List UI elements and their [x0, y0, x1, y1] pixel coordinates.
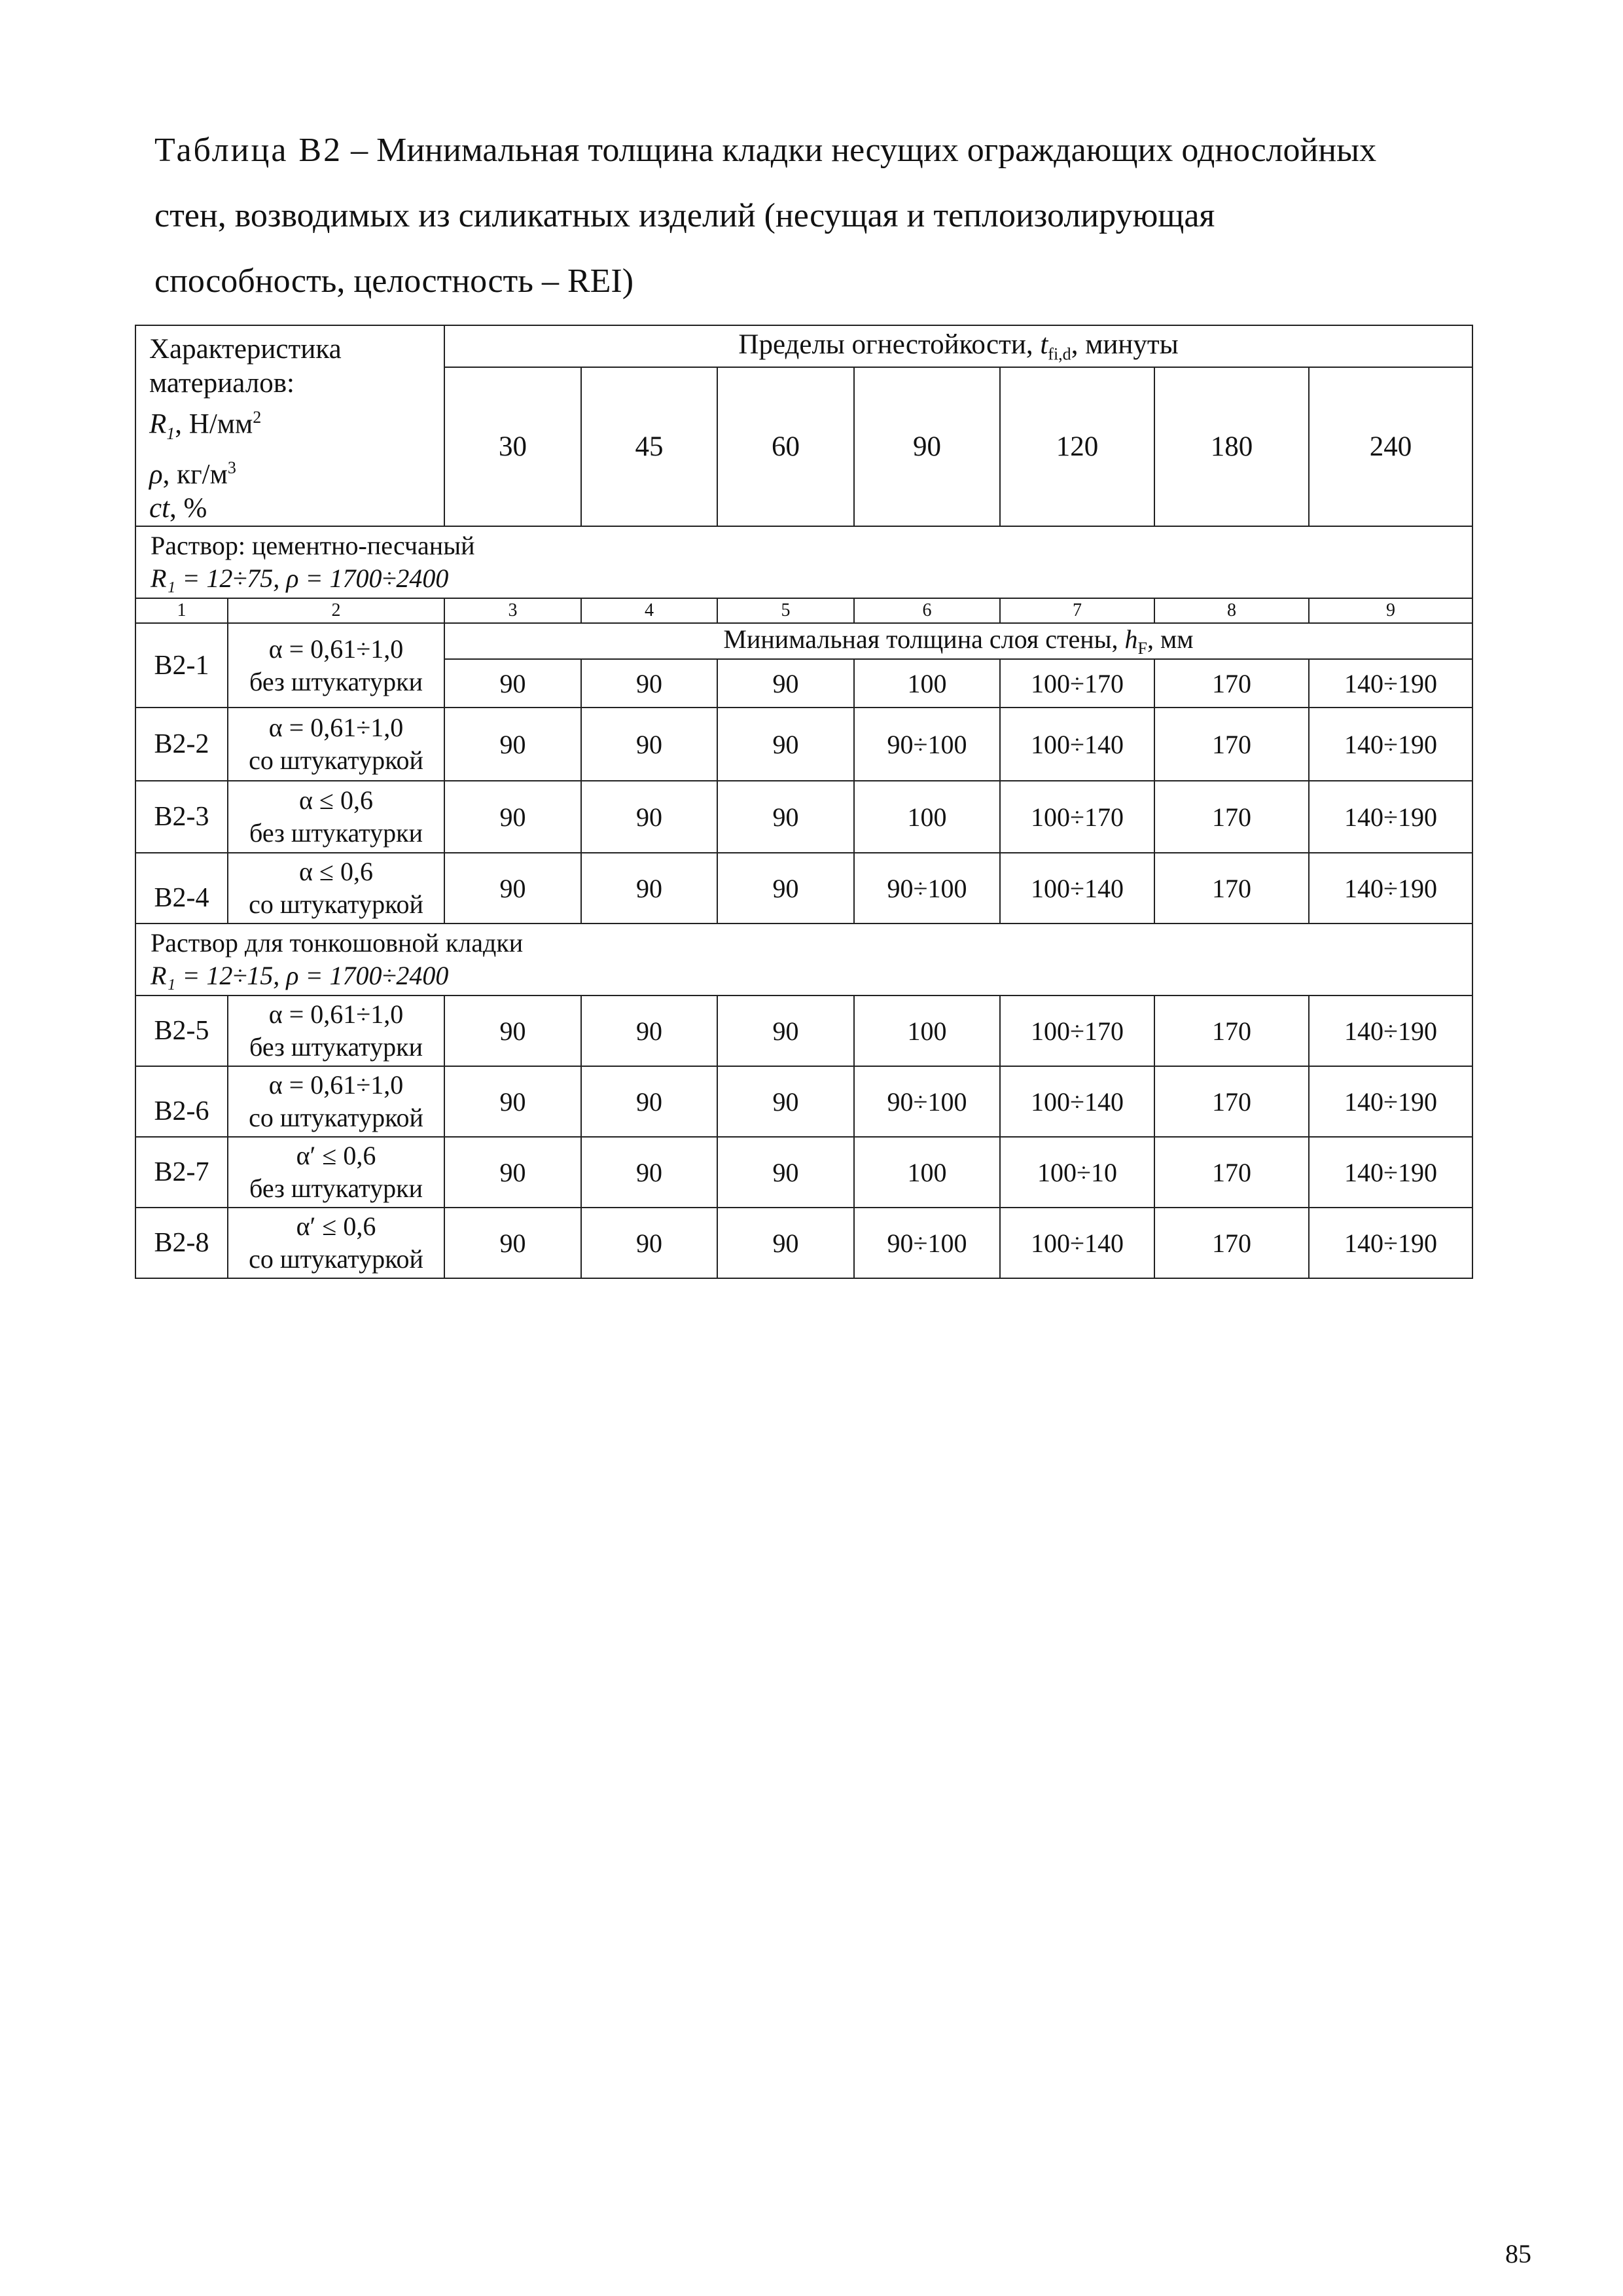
- column-number: 9: [1309, 598, 1472, 623]
- value-cell: 90: [717, 781, 854, 853]
- value-cell: 100: [854, 659, 1000, 708]
- row-alpha: α = 0,61÷1,0: [268, 1070, 404, 1100]
- caption-line-1: [154, 118, 1542, 183]
- minutes-cell: 45: [581, 367, 717, 526]
- value-cell: 170: [1154, 1066, 1309, 1137]
- section-title: Раствор: цементно-песчаный: [151, 531, 475, 561]
- caption-line-2: стен, возводимых из силикатных изделий (несущая и теплоизолирующая: [154, 197, 1215, 234]
- rho-symbol: ρ: [149, 459, 163, 490]
- row-alpha: α = 0,61÷1,0: [268, 634, 404, 664]
- value-cell: 90: [581, 996, 717, 1066]
- row-alpha: α = 0,61÷1,0: [268, 713, 404, 743]
- subheader-min-thickness: [444, 623, 1472, 659]
- value-cell: 90: [581, 1066, 717, 1137]
- subheader-subscript: F: [1137, 639, 1147, 658]
- minutes-cell: 60: [717, 367, 854, 526]
- row-plaster: со штукатуркой: [249, 1103, 423, 1133]
- row-plaster: со штукатуркой: [249, 1244, 423, 1274]
- row-plaster: без штукатурки: [249, 818, 423, 848]
- limits-subscript: fi,d: [1048, 344, 1071, 364]
- value-cell: 90: [717, 708, 854, 781]
- section-title: Раствор для тонкошовной кладки: [151, 928, 524, 958]
- row-alpha: α ≤ 0,6: [299, 857, 373, 887]
- subheader-prefix: Минимальная толщина слоя стены,: [723, 624, 1125, 655]
- char-strength: [149, 401, 444, 451]
- value-cell: 90: [717, 1208, 854, 1278]
- column-number: 1: [135, 598, 228, 623]
- row-id: В2-7: [135, 1137, 228, 1208]
- column-number: 5: [717, 598, 854, 623]
- value-cell: 170: [1154, 996, 1309, 1066]
- ct-symbol: ct: [149, 493, 170, 524]
- value-cell: 90: [581, 853, 717, 924]
- r-superscript: 2: [253, 408, 262, 427]
- value-cell: 170: [1154, 708, 1309, 781]
- limits-prefix: Пределы огнестойкости,: [738, 329, 1041, 360]
- column-number: 7: [1000, 598, 1154, 623]
- row-plaster: без штукатурки: [249, 666, 423, 696]
- row-condition: [228, 1137, 444, 1208]
- row-alpha: α′ ≤ 0,6: [296, 1211, 376, 1242]
- value-cell: 90: [444, 708, 581, 781]
- row-condition: [228, 1066, 444, 1137]
- value-cell: 100÷140: [1000, 1066, 1154, 1137]
- row-plaster: без штукатурки: [249, 1032, 423, 1062]
- row-condition: [228, 996, 444, 1066]
- value-cell: 140÷190: [1309, 996, 1472, 1066]
- table-caption: [154, 118, 1542, 314]
- caption-prefix: Таблица В2: [154, 132, 343, 169]
- value-cell: 100÷140: [1000, 853, 1154, 924]
- minutes-cell: 240: [1309, 367, 1472, 526]
- minutes-cell: 180: [1154, 367, 1309, 526]
- caption-line-3: способность, целостность – REI): [154, 262, 634, 300]
- column-number: 6: [854, 598, 1000, 623]
- column-number: 3: [444, 598, 581, 623]
- rho-superscript: 3: [227, 457, 236, 477]
- header-fire-limits: [444, 325, 1472, 367]
- section-cement-sand: [135, 526, 1472, 598]
- value-cell: 90: [444, 781, 581, 853]
- row-alpha: α = 0,61÷1,0: [268, 999, 404, 1030]
- char-subtitle: материалов:: [149, 368, 294, 399]
- value-cell: 90: [581, 1208, 717, 1278]
- row-id: В2-3: [135, 781, 228, 853]
- ct-unit: , %: [169, 493, 207, 524]
- row-condition: [228, 1208, 444, 1278]
- limits-symbol: t: [1040, 329, 1048, 360]
- value-cell: 90: [444, 1208, 581, 1278]
- row-alpha: α′ ≤ 0,6: [296, 1141, 376, 1171]
- char-ct: [149, 492, 444, 526]
- section-thin-joint: [135, 924, 1472, 996]
- value-cell: 90÷100: [854, 708, 1000, 781]
- value-cell: 100÷170: [1000, 659, 1154, 708]
- value-cell: 90: [581, 781, 717, 853]
- value-cell: 100: [854, 996, 1000, 1066]
- value-cell: 100: [854, 781, 1000, 853]
- r-symbol: R: [149, 408, 167, 440]
- page-number: 85: [1505, 2239, 1531, 2269]
- fire-resistance-table: [135, 325, 1473, 1279]
- minutes-cell: 120: [1000, 367, 1154, 526]
- value-cell: 140÷190: [1309, 1208, 1472, 1278]
- row-condition: [228, 781, 444, 853]
- value-cell: 170: [1154, 659, 1309, 708]
- row-id: В2-6: [135, 1066, 228, 1137]
- value-cell: 100÷140: [1000, 1208, 1154, 1278]
- minutes-cell: 90: [854, 367, 1000, 526]
- char-title: Характеристика: [149, 334, 342, 365]
- value-cell: 90: [717, 1137, 854, 1208]
- r-unit: , Н/мм: [175, 408, 253, 440]
- value-cell: 90: [444, 1066, 581, 1137]
- value-cell: 90: [581, 1137, 717, 1208]
- value-cell: 140÷190: [1309, 1137, 1472, 1208]
- header-characteristics: [135, 325, 444, 526]
- value-cell: 90: [444, 659, 581, 708]
- row-plaster: со штукатуркой: [249, 889, 423, 920]
- row-id: В2-2: [135, 708, 228, 781]
- value-cell: 100: [854, 1137, 1000, 1208]
- char-density: [149, 451, 444, 492]
- value-cell: 100÷140: [1000, 708, 1154, 781]
- column-number: 8: [1154, 598, 1309, 623]
- value-cell: 100÷170: [1000, 781, 1154, 853]
- value-cell: 90: [717, 996, 854, 1066]
- row-condition: [228, 708, 444, 781]
- value-cell: 90: [717, 659, 854, 708]
- value-cell: 90: [444, 996, 581, 1066]
- value-cell: 90: [717, 853, 854, 924]
- value-cell: 90: [444, 853, 581, 924]
- row-id: В2-4: [135, 853, 228, 924]
- value-cell: 90÷100: [854, 853, 1000, 924]
- minutes-cell: 30: [444, 367, 581, 526]
- rho-unit: , кг/м: [162, 459, 228, 490]
- value-cell: 90÷100: [854, 1066, 1000, 1137]
- row-condition: [228, 853, 444, 924]
- value-cell: 90: [717, 1066, 854, 1137]
- value-cell: 140÷190: [1309, 708, 1472, 781]
- subheader-suffix: , мм: [1147, 624, 1194, 655]
- row-id: В2-5: [135, 996, 228, 1066]
- row-id: В2-8: [135, 1208, 228, 1278]
- value-cell: 170: [1154, 853, 1309, 924]
- value-cell: 140÷190: [1309, 1066, 1472, 1137]
- row-condition: [228, 623, 444, 708]
- row-id: В2-1: [135, 623, 228, 708]
- value-cell: 140÷190: [1309, 781, 1472, 853]
- value-cell: 100÷170: [1000, 996, 1154, 1066]
- value-cell: 90: [581, 708, 717, 781]
- value-cell: 90÷100: [854, 1208, 1000, 1278]
- row-alpha: α ≤ 0,6: [299, 785, 373, 816]
- row-plaster: без штукатурки: [249, 1174, 423, 1204]
- subheader-symbol: h: [1124, 624, 1138, 655]
- section-params: R₁ = 12÷15, ρ = 1700÷2400: [151, 961, 449, 991]
- value-cell: 90: [444, 1137, 581, 1208]
- value-cell: 90: [581, 659, 717, 708]
- limits-suffix: , минуты: [1071, 329, 1179, 360]
- column-number: 4: [581, 598, 717, 623]
- value-cell: 140÷190: [1309, 853, 1472, 924]
- value-cell: 100÷10: [1000, 1137, 1154, 1208]
- value-cell: 170: [1154, 1208, 1309, 1278]
- value-cell: 170: [1154, 781, 1309, 853]
- r-subscript: 1: [166, 423, 175, 443]
- column-number: 2: [228, 598, 444, 623]
- value-cell: 170: [1154, 1137, 1309, 1208]
- section-params: R₁ = 12÷75, ρ = 1700÷2400: [151, 564, 449, 594]
- caption-text-1: – Минимальная толщина кладки несущих ограждающих однослойных: [342, 132, 1377, 169]
- value-cell: 140÷190: [1309, 659, 1472, 708]
- row-plaster: со штукатуркой: [249, 745, 423, 776]
